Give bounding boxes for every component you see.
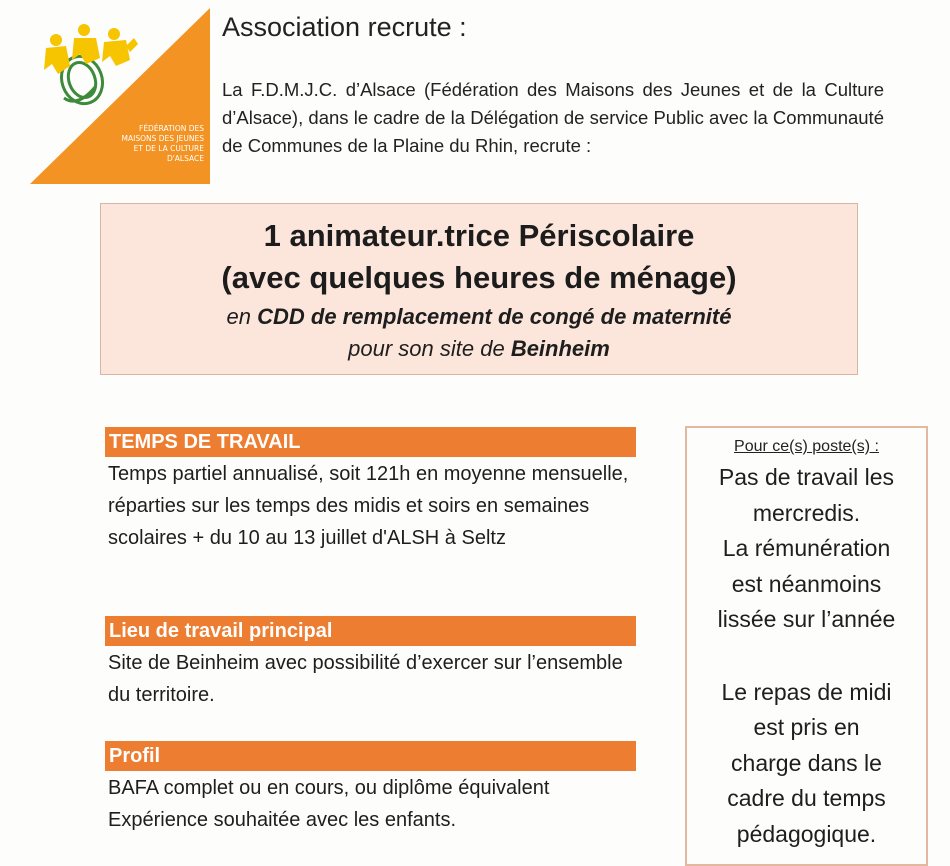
section-body-profil: BAFA complet ou en cours, ou diplôme équivalent Expérience souhaitée avec les enfants. bbox=[108, 777, 550, 831]
job-title: 1 animateur.trice Périscolaire bbox=[263, 218, 695, 253]
sidebar-heading: Pour ce(s) poste(s) : bbox=[734, 438, 879, 455]
section-heading-temps-de-travail: TEMPS DE TRAVAIL bbox=[105, 427, 636, 457]
fdmjc-logo bbox=[30, 8, 210, 184]
job-contract-type: CDD de remplacement de congé de maternité bbox=[257, 304, 732, 329]
intro-paragraph: La F.D.M.J.C. d’Alsace (Fédération des Maisons des Jeunes et de la Culture d’Alsace), dans le cadre de la Délégation de service Public avec la Communauté de Communes de la Plaine du Rhin, recrute : bbox=[222, 79, 884, 156]
logo-caption-line: MAISONS DES JEUNES bbox=[121, 134, 204, 143]
logo-caption bbox=[104, 124, 204, 164]
section-body-temps-de-travail: Temps partiel annualisé, soit 121h en moyenne mensuelle, réparties sur les temps des midis et soirs en semaines scolaires + du 10 au 13 juillet d'ALSH à Seltz bbox=[108, 463, 629, 549]
logo-figures-icon bbox=[44, 24, 138, 74]
logo-caption-line: ET DE LA CULTURE bbox=[133, 144, 204, 153]
sidebar-paragraph-schedule: Pas de travail les mercredis. La rémunération est néanmoins lissée sur l’année bbox=[717, 464, 896, 632]
logo-caption-line: D'ALSACE bbox=[166, 154, 204, 163]
section-body-lieu-de-travail: Site de Beinheim avec possibilité d’exercer sur l’ensemble du territoire. bbox=[108, 652, 623, 706]
job-contract bbox=[101, 302, 857, 332]
sidebar-paragraph-meal: Le repas de midi est pris en charge dans le cadre du temps pédagogique. bbox=[721, 678, 892, 847]
job-site-name: Beinheim bbox=[510, 336, 610, 361]
page-title: Association recrute : bbox=[222, 12, 467, 42]
job-offer-box bbox=[100, 203, 858, 375]
logo-caption-line: FÉDÉRATION DES bbox=[139, 124, 204, 133]
job-subtitle: (avec quelques heures de ménage) bbox=[221, 260, 737, 295]
section-heading-profil: Profil bbox=[105, 741, 636, 771]
section-heading-lieu-de-travail: Lieu de travail principal bbox=[105, 616, 636, 646]
job-site-prefix: pour son site de bbox=[348, 336, 511, 361]
job-site bbox=[101, 332, 857, 366]
conditions-sidebar bbox=[685, 426, 928, 866]
job-contract-prefix: en bbox=[226, 304, 258, 329]
